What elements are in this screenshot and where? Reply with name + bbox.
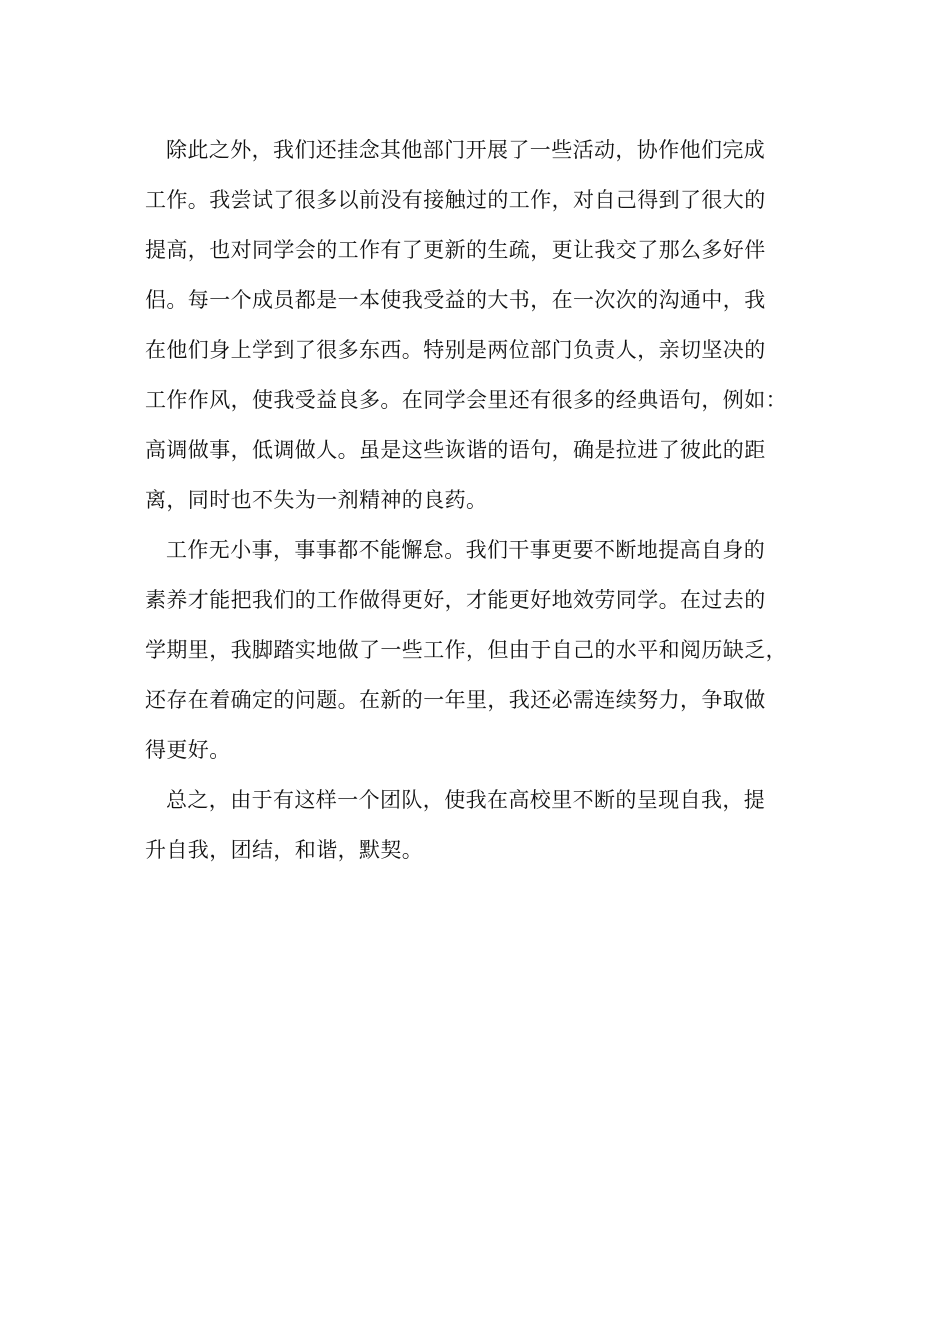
text-line: 侣。每一个成员都是一本使我受益的大书，在一次次的沟通中，我 — [145, 288, 766, 312]
text-line: 升自我，团结，和谐，默契。 — [145, 838, 424, 862]
text-line: 还存在着确定的问题。在新的一年里，我还必需连续努力，争取做 — [145, 688, 766, 712]
text-line: 工作。我尝试了很多以前没有接触过的工作，对自己得到了很大的 — [145, 188, 766, 212]
paragraph-1 — [145, 125, 807, 525]
paragraph-3 — [145, 775, 807, 875]
text-line: 素养才能把我们的工作做得更好，才能更好地效劳同学。在过去的 — [145, 588, 766, 612]
text-line: 工作无小事，事事都不能懈怠。我们干事更要不断地提高自身的 — [166, 538, 766, 562]
text-line: 除此之外，我们还挂念其他部门开展了一些活动，协作他们完成 — [166, 138, 766, 162]
text-line: 总之，由于有这样一个团队，使我在高校里不断的呈现自我，提 — [166, 788, 766, 812]
paragraph-2 — [145, 525, 807, 775]
text-line: 在他们身上学到了很多东西。特别是两位部门负责人，亲切坚决的 — [145, 338, 766, 362]
text-line: 得更好。 — [145, 738, 231, 762]
text-line: 提高，也对同学会的工作有了更新的生疏，更让我交了那么多好伴 — [145, 238, 766, 262]
text-line: 工作作风，使我受益良多。在同学会里还有很多的经典语句，例如： — [145, 388, 787, 412]
text-line: 学期里，我脚踏实地做了一些工作，但由于自己的水平和阅历缺乏， — [145, 638, 787, 662]
text-line: 离，同时也不失为一剂精神的良药。 — [145, 488, 488, 512]
document-body — [145, 125, 807, 875]
text-line: 高调做事，低调做人。虽是这些诙谐的语句，确是拉进了彼此的距 — [145, 438, 766, 462]
